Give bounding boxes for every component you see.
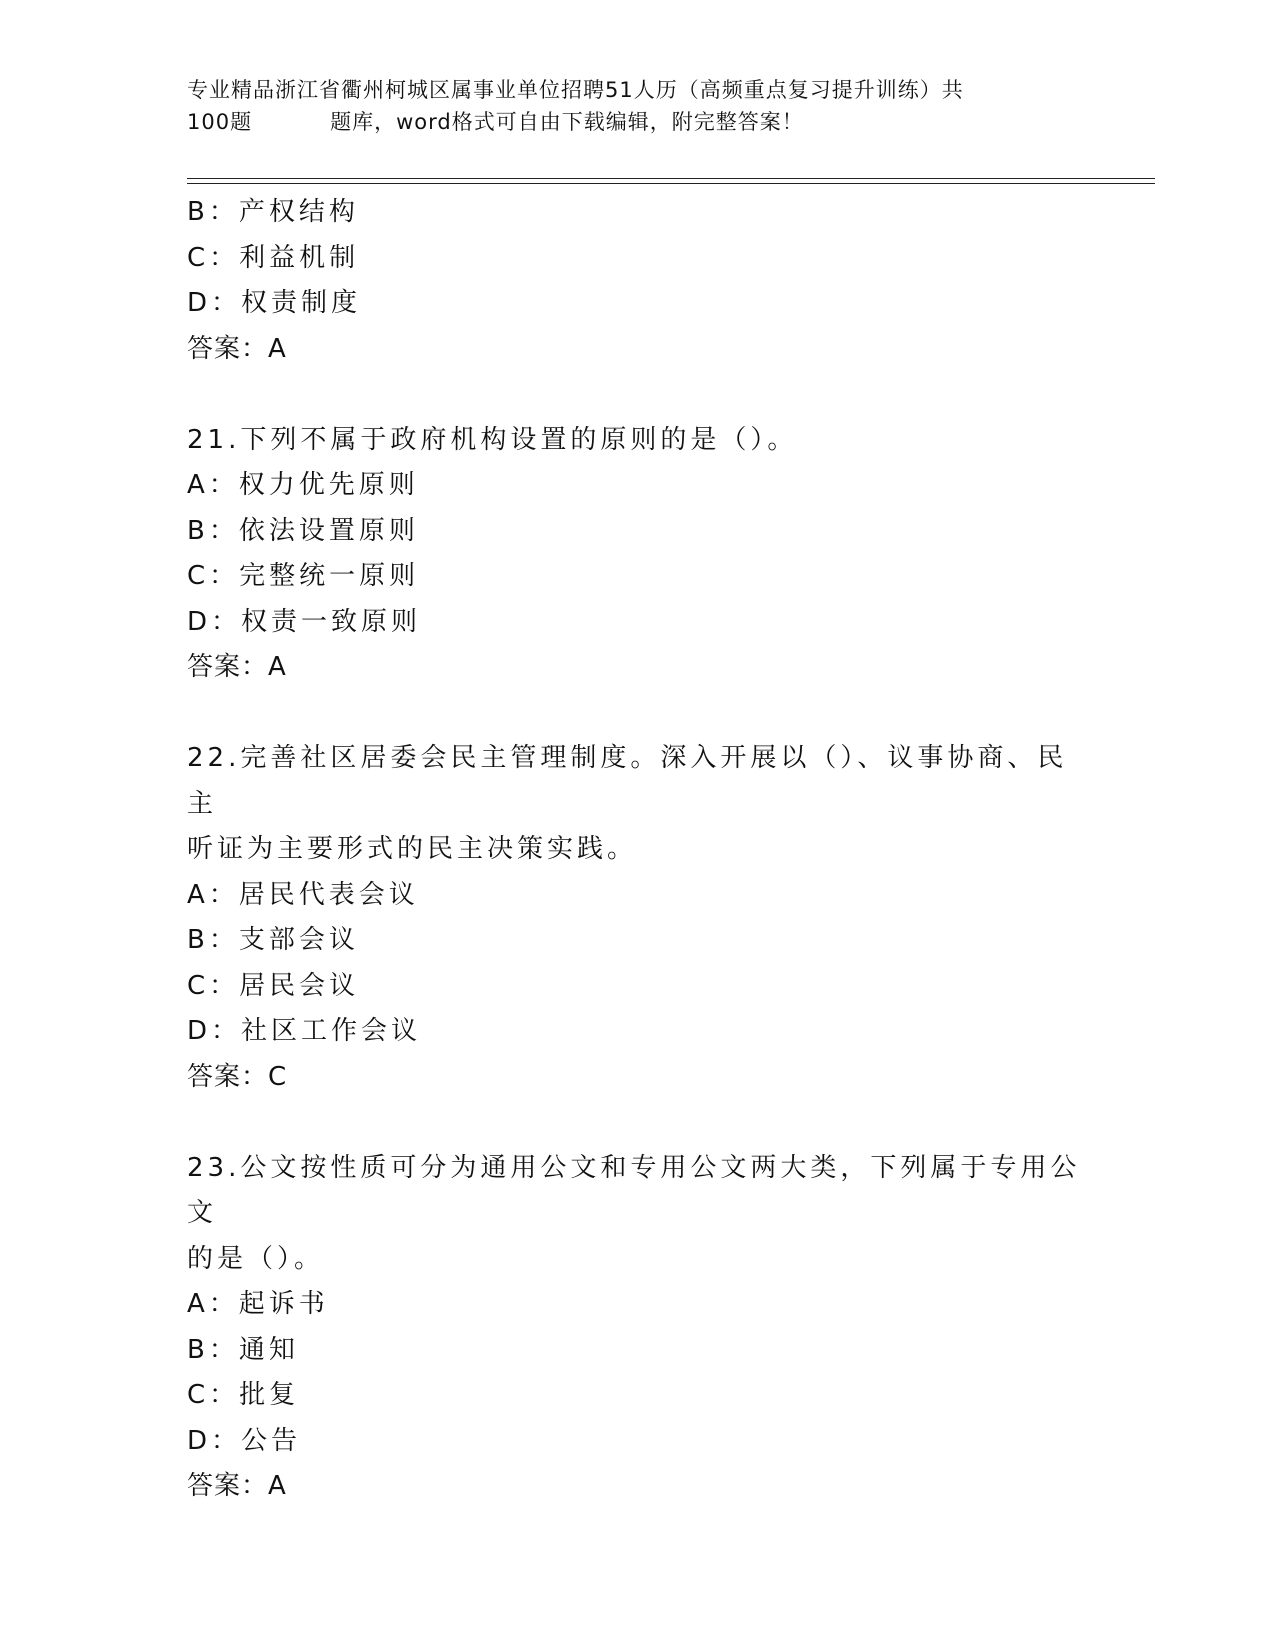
option-a: A：居民代表会议 xyxy=(187,879,419,910)
header-title-line1: 专业精品浙江省衢州柯城区属事业单位招聘51人历（高频重点复习提升训练）共 xyxy=(187,78,964,102)
question-continuation xyxy=(187,190,1087,372)
option-b: B：依法设置原则 xyxy=(187,515,419,546)
option-d: D：社区工作会议 xyxy=(187,1016,422,1046)
question-text: 21.下列不属于政府机构设置的原则的是（）。 xyxy=(187,424,798,455)
page-header xyxy=(187,74,1087,138)
answer-line: 答案：A xyxy=(187,1471,287,1501)
header-divider-bottom xyxy=(187,183,1155,184)
option-b: B：通知 xyxy=(187,1334,299,1365)
option-b: B：产权结构 xyxy=(187,197,359,227)
option-d: D：权责一致原则 xyxy=(187,606,422,637)
option-a: A：权力优先原则 xyxy=(187,470,419,500)
answer-line: 答案：A xyxy=(187,652,287,682)
header-description: 题库，word格式可自由下载编辑，附完整答案！ xyxy=(330,110,804,134)
question-text-line2: 听证为主要形式的民主决策实践。 xyxy=(187,834,638,864)
option-a: A：起诉书 xyxy=(187,1289,329,1319)
question-23 xyxy=(187,1146,1087,1510)
question-22 xyxy=(187,736,1087,1100)
option-d: D：权责制度 xyxy=(187,288,362,318)
option-c: C：利益机制 xyxy=(187,242,360,273)
question-text-line1: 22.完善社区居委会民主管理制度。深入开展以（）、议事协商、民主 xyxy=(187,743,1068,819)
header-question-count: 100题 xyxy=(187,110,253,134)
question-text-line1: 23.公文按性质可分为通用公文和专用公文两大类，下列属于专用公文 xyxy=(187,1152,1081,1228)
question-list xyxy=(187,190,1087,1510)
answer-line: 答案：A xyxy=(187,333,287,364)
option-c: C：居民会议 xyxy=(187,970,360,1001)
header-divider-top xyxy=(187,178,1155,179)
question-21 xyxy=(187,418,1087,691)
option-b: B：支部会议 xyxy=(187,925,359,955)
header-title-line2 xyxy=(187,106,1087,138)
question-text-line2: 的是（）。 xyxy=(187,1243,325,1274)
option-c: C：完整统一原则 xyxy=(187,561,420,591)
option-d: D：公告 xyxy=(187,1425,302,1456)
option-c: C：批复 xyxy=(187,1380,300,1410)
answer-line: 答案：C xyxy=(187,1061,288,1092)
